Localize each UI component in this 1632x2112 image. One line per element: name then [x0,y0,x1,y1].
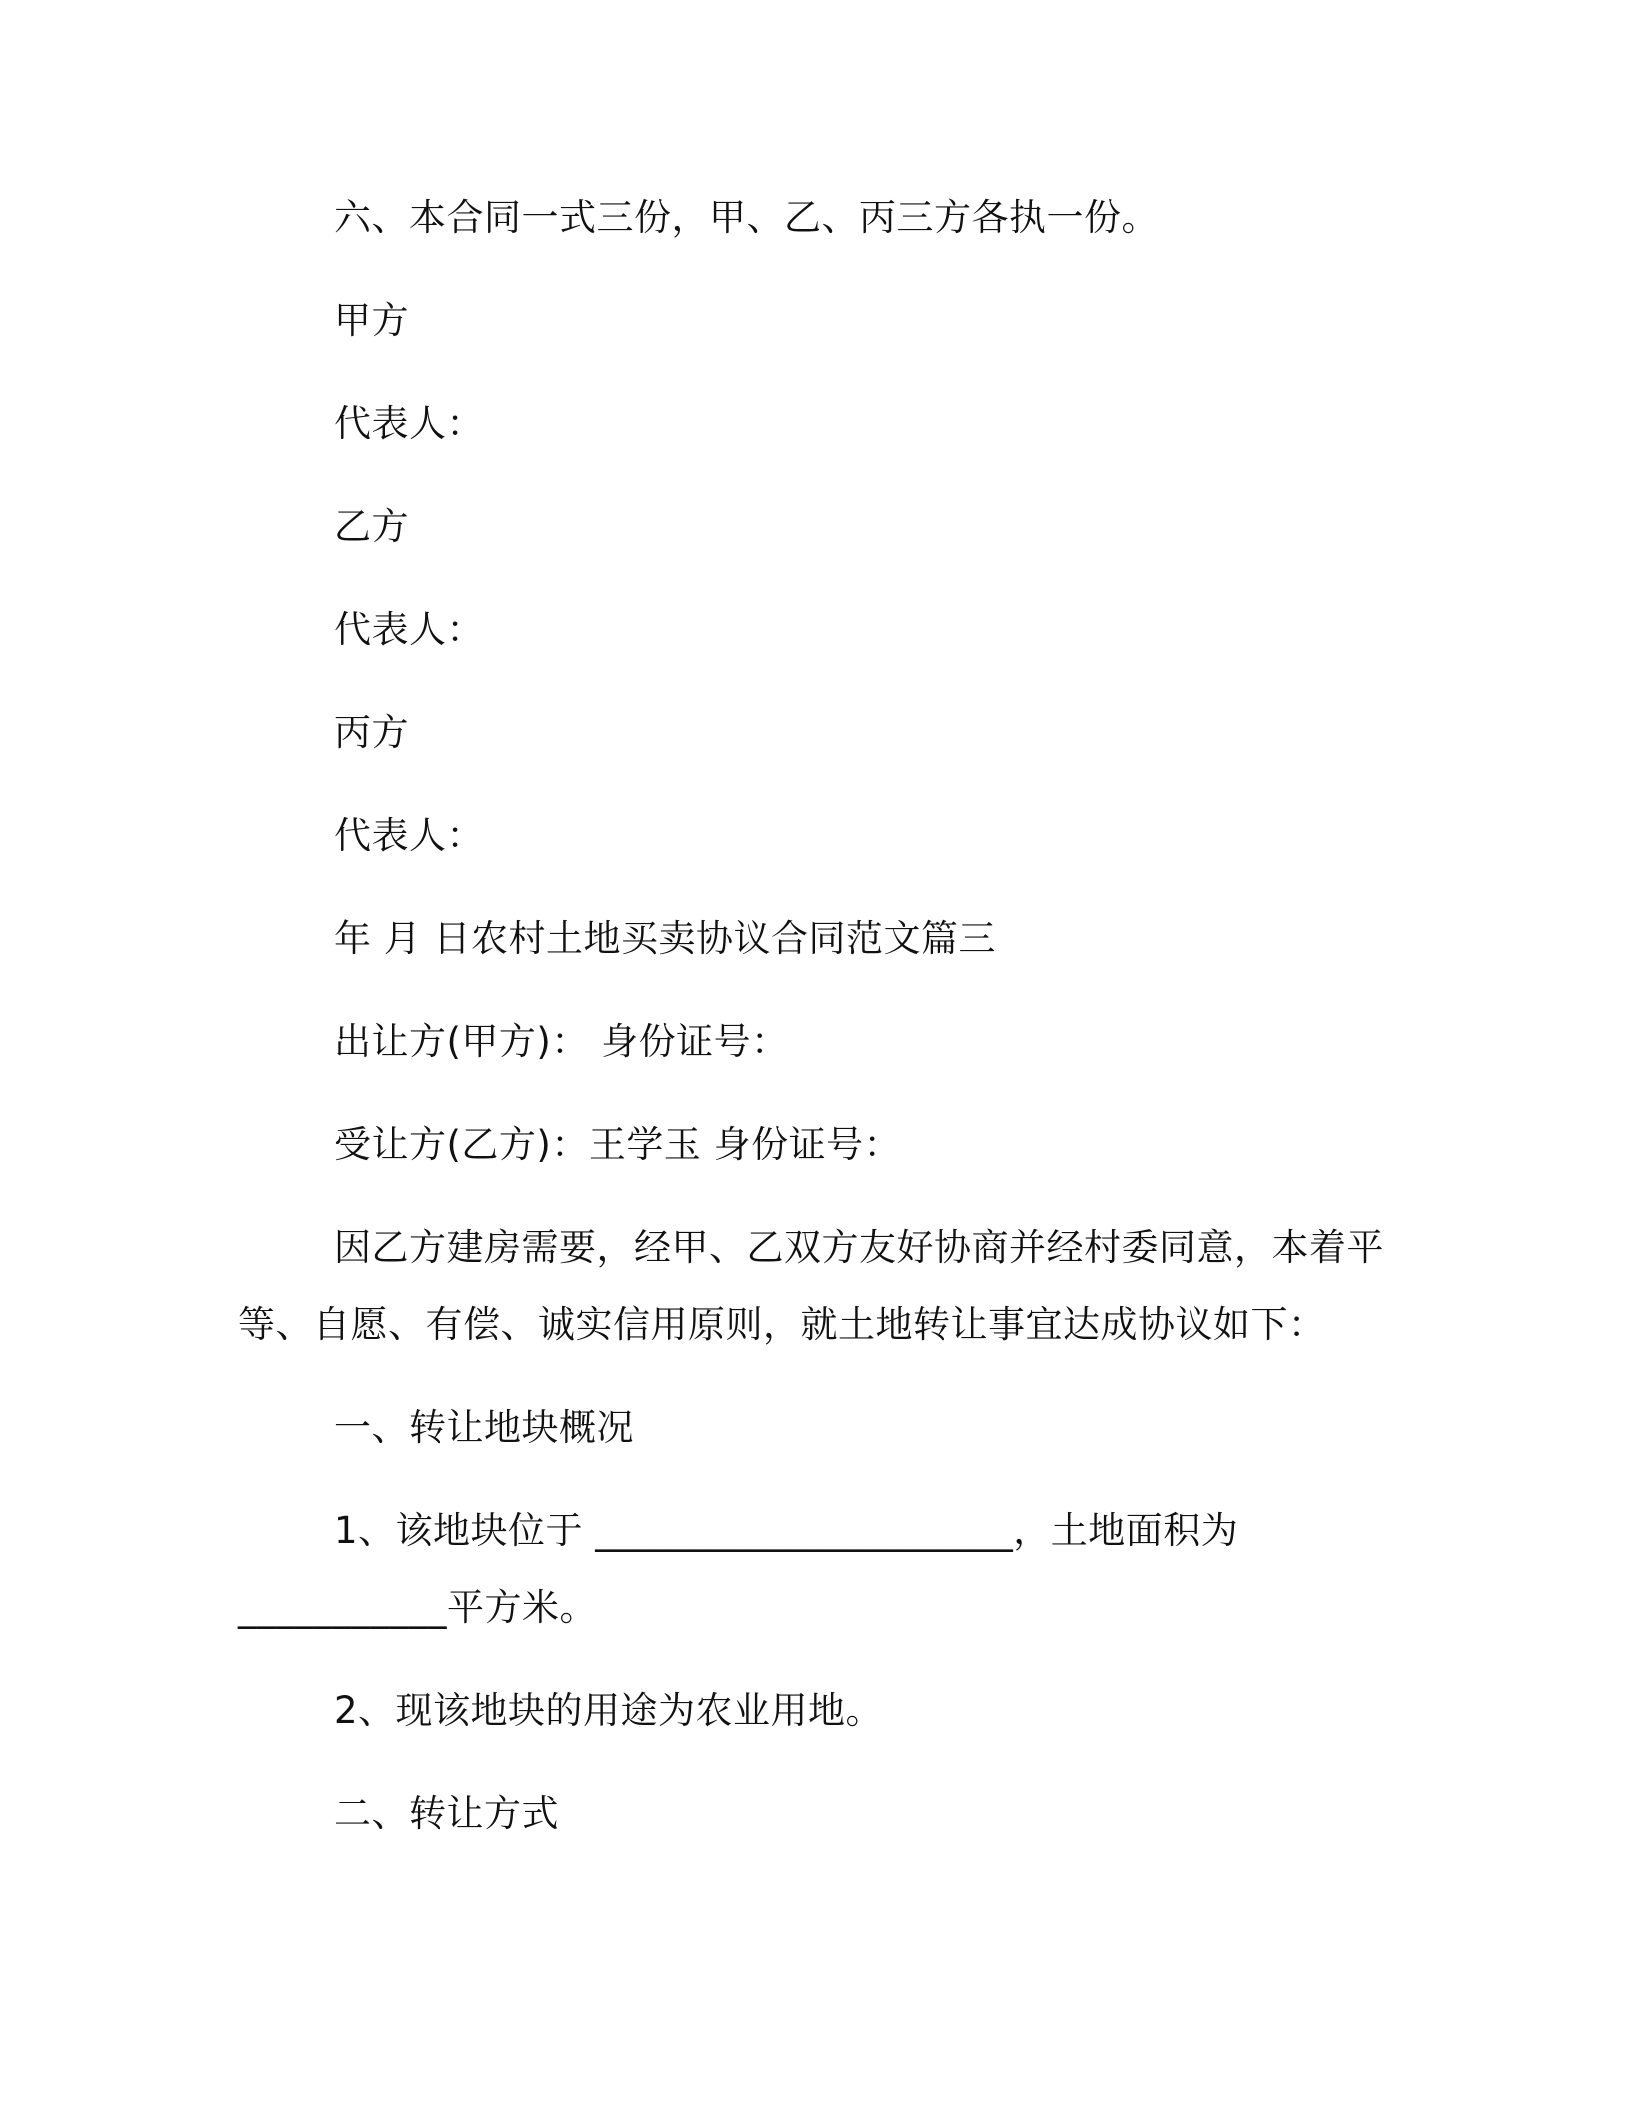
party-b-representative: 代表人： [334,608,484,651]
item-one-area-line: ___________平方米。 [238,1586,597,1629]
transferee-line: 受让方(乙方)：王学玉 身份证号： [334,1123,902,1166]
party-a-representative: 代表人： [334,402,484,445]
clause-six: 六、本合同一式三份，甲、乙、丙三方各执一份。 [334,196,1159,239]
party-c-label: 丙方 [334,711,409,754]
item-two-land-use: 2、现该地块的用途为农业用地。 [334,1689,884,1732]
item-one-location-line: 1、该地块位于 ______________________，土地面积为 [334,1509,1239,1552]
party-a-label: 甲方 [334,299,409,342]
section-two-heading: 二、转让方式 [334,1792,559,1835]
party-b-label: 乙方 [334,505,409,548]
transferor-line: 出让方(甲方)： 身份证号： [334,1020,789,1063]
date-and-section-title: 年 月 日农村土地买卖协议合同范文篇三 [334,917,997,960]
party-c-representative: 代表人： [334,814,484,857]
intro-paragraph-line-1: 因乙方建房需要，经甲、乙双方友好协商并经村委同意，本着平 [334,1226,1384,1269]
intro-paragraph-line-2: 等、自愿、有偿、诚实信用原则，就土地转让事宜达成协议如下： [238,1303,1326,1346]
section-one-heading: 一、转让地块概况 [334,1406,634,1449]
